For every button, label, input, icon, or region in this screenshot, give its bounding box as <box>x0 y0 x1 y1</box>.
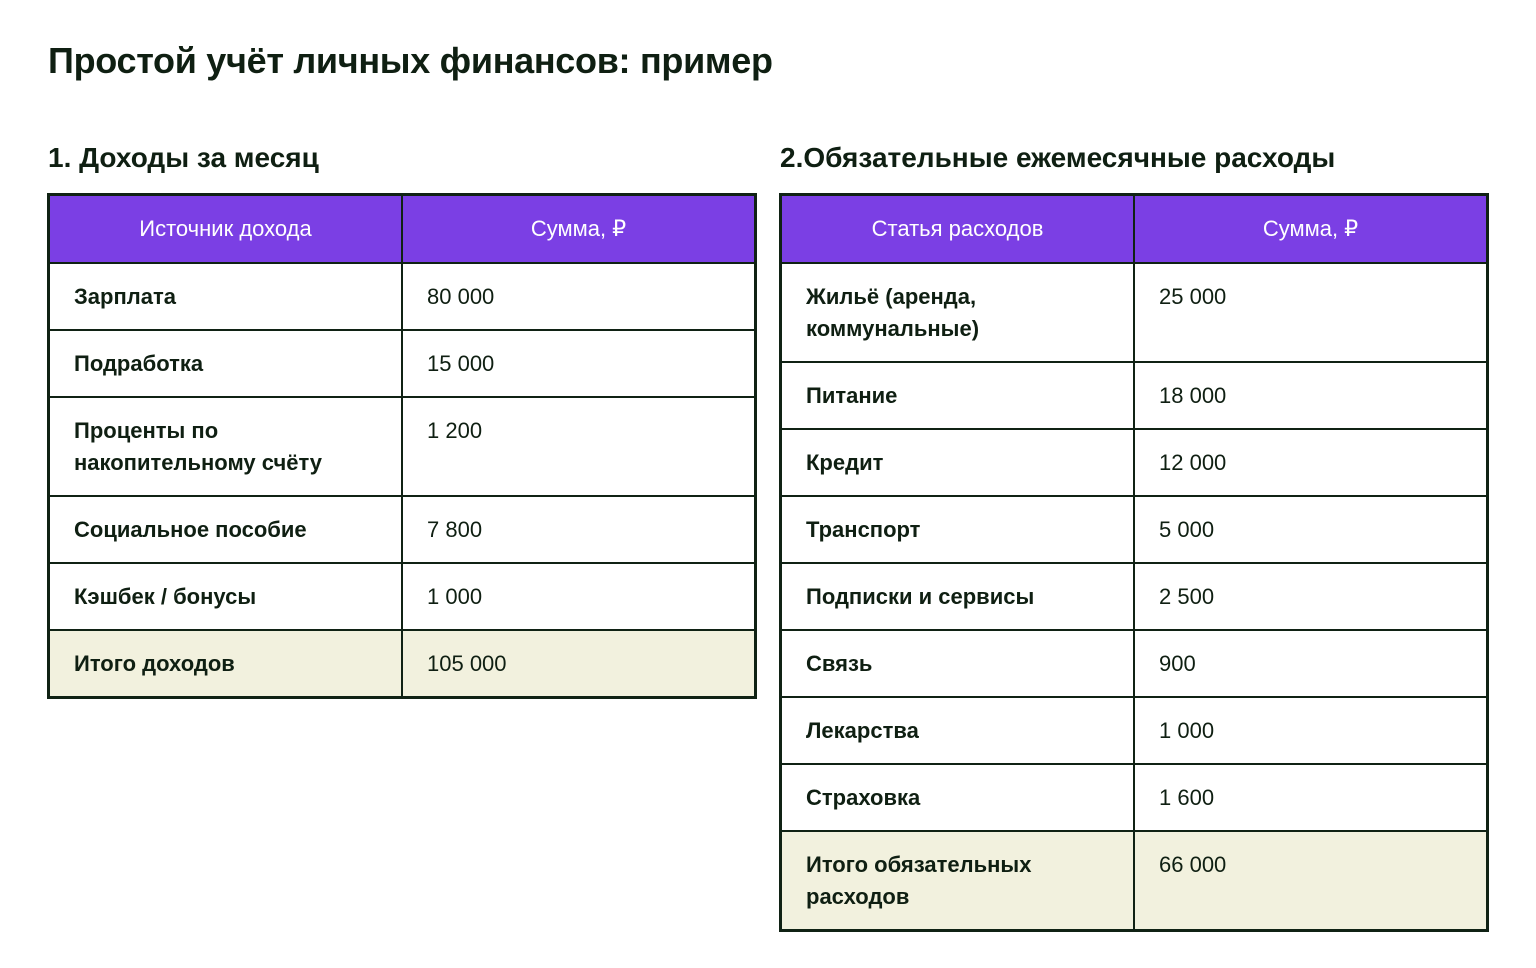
table-row <box>49 397 756 496</box>
table-row <box>781 764 1488 831</box>
income-row-value: 80 000 <box>402 263 756 330</box>
income-row-label: Зарплата <box>49 263 403 330</box>
income-row-value: 1 200 <box>402 397 756 496</box>
income-row-value: 7 800 <box>402 496 756 563</box>
expense-row-value: 2 500 <box>1134 563 1488 630</box>
income-row-label: Подработка <box>49 330 403 397</box>
expense-row-value: 1 000 <box>1134 697 1488 764</box>
table-row <box>781 362 1488 429</box>
expenses-header-item: Статья расходов <box>781 195 1135 264</box>
table-row <box>781 263 1488 362</box>
income-row-label: Проценты по накопительному счёту <box>49 397 403 496</box>
expenses-table <box>779 193 1489 932</box>
expense-row-label: Подписки и сервисы <box>781 563 1135 630</box>
expense-row-value: 5 000 <box>1134 496 1488 563</box>
table-row <box>781 429 1488 496</box>
table-row <box>781 563 1488 630</box>
income-row-value: 15 000 <box>402 330 756 397</box>
income-section-title: 1. Доходы за месяц <box>48 142 319 173</box>
expenses-header-row <box>781 195 1488 264</box>
income-row-label: Кэшбек / бонусы <box>49 563 403 630</box>
table-row <box>49 496 756 563</box>
table-row <box>49 263 756 330</box>
expenses-header-amount: Сумма, ₽ <box>1134 195 1488 264</box>
expense-row-value: 1 600 <box>1134 764 1488 831</box>
table-row <box>49 563 756 630</box>
expenses-total-label: Итого обязательных расходов <box>781 831 1135 931</box>
table-row <box>781 496 1488 563</box>
income-total-label: Итого доходов <box>49 630 403 698</box>
expense-row-value: 25 000 <box>1134 263 1488 362</box>
expense-row-value: 18 000 <box>1134 362 1488 429</box>
expenses-total-row <box>781 831 1488 931</box>
expense-row-label: Жильё (аренда, коммунальные) <box>781 263 1135 362</box>
page-title: Простой учёт личных финансов: пример <box>48 40 773 81</box>
expense-row-value: 900 <box>1134 630 1488 697</box>
income-header-row <box>49 195 756 264</box>
expense-row-value: 12 000 <box>1134 429 1488 496</box>
expense-row-label: Кредит <box>781 429 1135 496</box>
income-row-value: 1 000 <box>402 563 756 630</box>
expense-row-label: Связь <box>781 630 1135 697</box>
table-row <box>781 697 1488 764</box>
income-header-source: Источник дохода <box>49 195 403 264</box>
income-table <box>47 193 757 699</box>
income-total-value: 105 000 <box>402 630 756 698</box>
expense-row-label: Транспорт <box>781 496 1135 563</box>
expenses-total-value: 66 000 <box>1134 831 1488 931</box>
expense-row-label: Страховка <box>781 764 1135 831</box>
expense-row-label: Питание <box>781 362 1135 429</box>
expenses-section-title: 2.Обязательные ежемесячные расходы <box>780 142 1336 173</box>
income-header-amount: Сумма, ₽ <box>402 195 756 264</box>
income-row-label: Социальное пособие <box>49 496 403 563</box>
income-total-row <box>49 630 756 698</box>
table-row <box>49 330 756 397</box>
table-row <box>781 630 1488 697</box>
expense-row-label: Лекарства <box>781 697 1135 764</box>
